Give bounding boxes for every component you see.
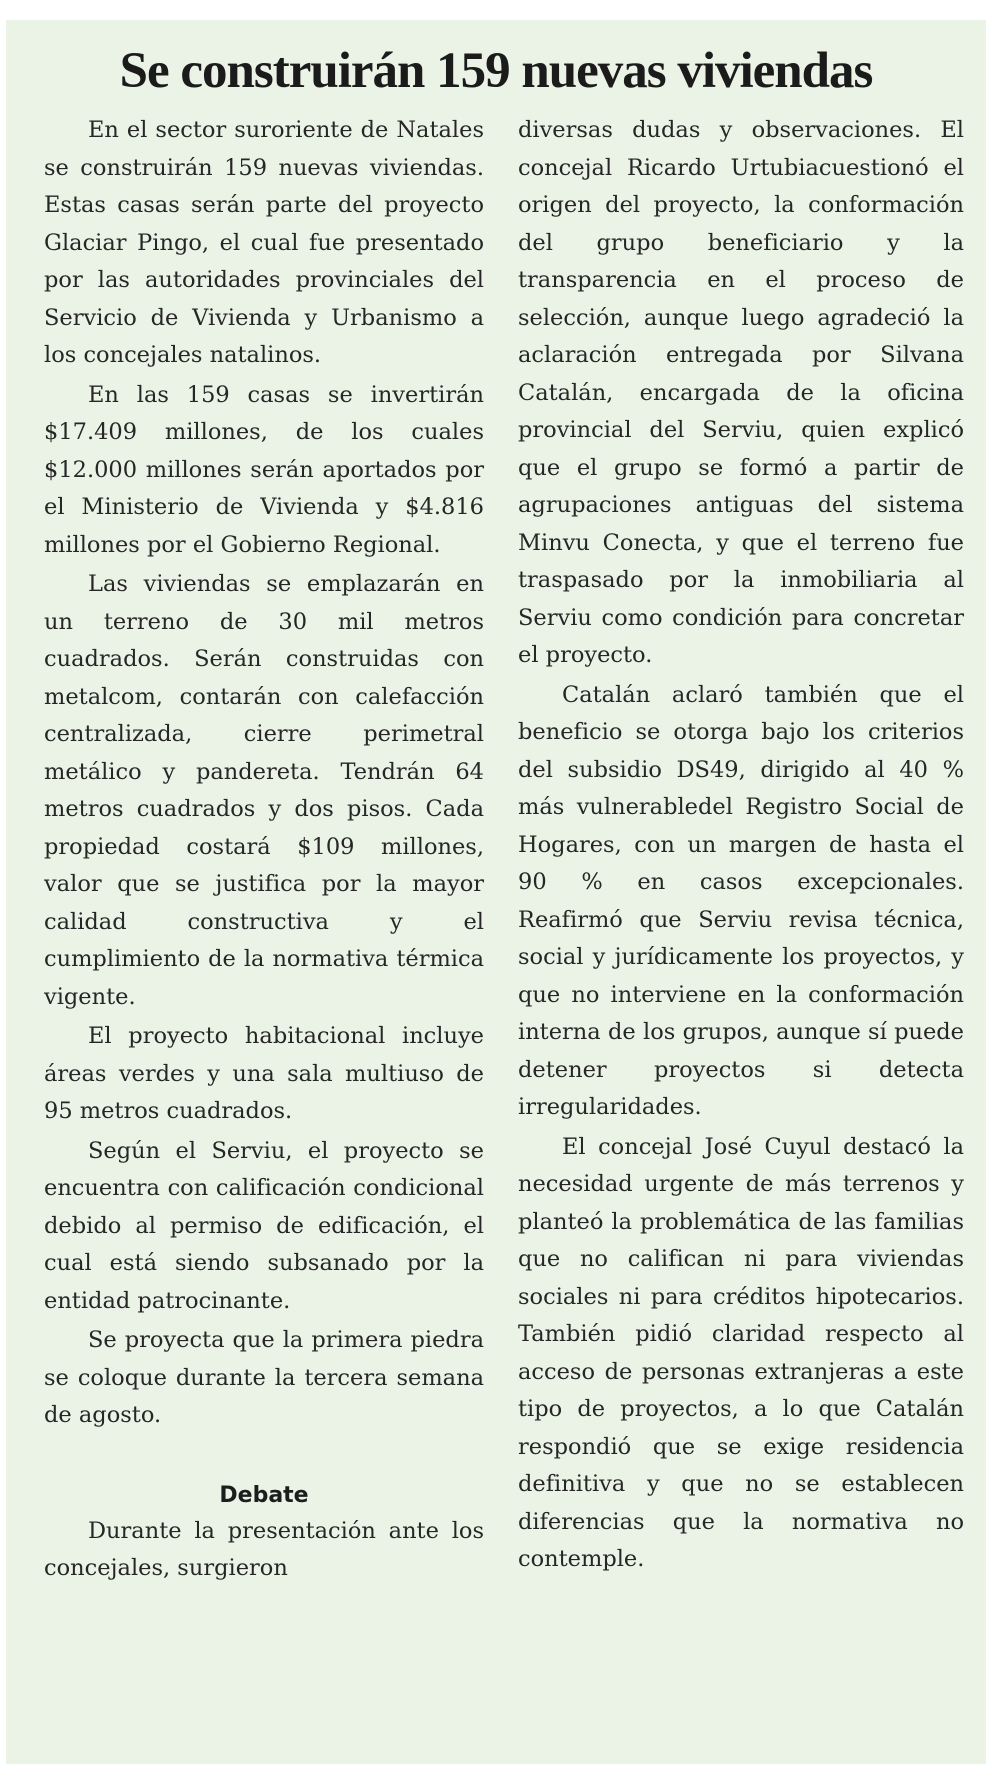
- section-subheading-debate: Debate: [219, 1482, 309, 1508]
- article-headline: Se construirán 159 nuevas viviendas: [119, 43, 873, 99]
- article-paragraph: Durante la presentación ante los concejales, surgieron: [44, 1517, 484, 1581]
- article-column-left: [44, 112, 484, 1588]
- article-paragraph: En las 159 casas se invertirán $17.409 millones, de los cuales $12.000 millones serán aportados por el Ministerio de Vivienda y $4.816 millones por el Gobierno Regional.: [44, 381, 484, 558]
- article-paragraph-continued: diversas dudas y observaciones. El concejal Ricardo Urtubiacuestionó el origen del proyecto, la conformación del grupo beneficiario y la transparencia en el proceso de selección, aunque luego agradeció la aclaración entregada por Silvana Catalán, encargada de la oficina provincial del Serviu, quien explicó que el grupo se formó a partir de agrupaciones antiguas del sistema Minvu Conecta, y que el terreno fue traspasado por la inmobiliaria al Serviu como condición para concretar el proyecto.: [518, 117, 964, 668]
- article-paragraph: Se proyecta que la primera piedra se coloque durante la tercera semana de agosto.: [44, 1327, 484, 1428]
- article-paragraph: Las viviendas se emplazarán en un terreno de 30 mil metros cuadrados. Serán construidas con metalcom, contarán con calefacción centralizada, cierre perimetral metálico y pandereta. Tendrán 64 metros cuadrados y dos pisos. Cada propiedad costará $109 millones, valor que se justifica por la mayor calidad constructiva y el cumplimiento de la normativa térmica vigente.: [44, 571, 484, 1010]
- article-paragraph: Catalán aclaró también que el beneficio se otorga bajo los criterios del subsidio DS49, dirigido al 40 % más vulnerabledel Registro Social de Hogares, con un margen de hasta el 90 % en casos excepcionales. Reafirmó que Serviu revisa técnica, social y jurídicamente los proyectos, y que no interviene en la conformación interna de los grupos, aunque sí puede detener proyectos si detecta irregularidades.: [518, 681, 964, 1120]
- article-paragraph: El proyecto habitacional incluye áreas verdes y una sala multiuso de 95 metros cuadrados.: [44, 1023, 484, 1124]
- article-paragraph: Según el Serviu, el proyecto se encuentra con calificación condicional debido al permiso de edificación, el cual está siendo subsanado por la entidad patrocinante.: [44, 1137, 484, 1314]
- article-paragraph: El concejal José Cuyul destacó la necesidad urgente de más terrenos y planteó la problemática de las familias que no califican ni para viviendas sociales ni para créditos hipotecarios. También pidió claridad respecto al acceso de personas extranjeras a este tipo de proyectos, a lo que Catalán respondió que se exige residencia definitiva y que no se establecen diferencias que la normativa no contemple.: [518, 1133, 964, 1572]
- news-clipping: [6, 20, 986, 1764]
- article-column-right: [518, 112, 964, 1579]
- article-paragraph: En el sector suroriente de Natales se construirán 159 nuevas viviendas. Estas casas serán parte del proyecto Glaciar Pingo, el cual fue presentado por las autoridades provinciales del Servicio de Vivienda y Urbanismo a los concejales natalinos.: [44, 117, 484, 368]
